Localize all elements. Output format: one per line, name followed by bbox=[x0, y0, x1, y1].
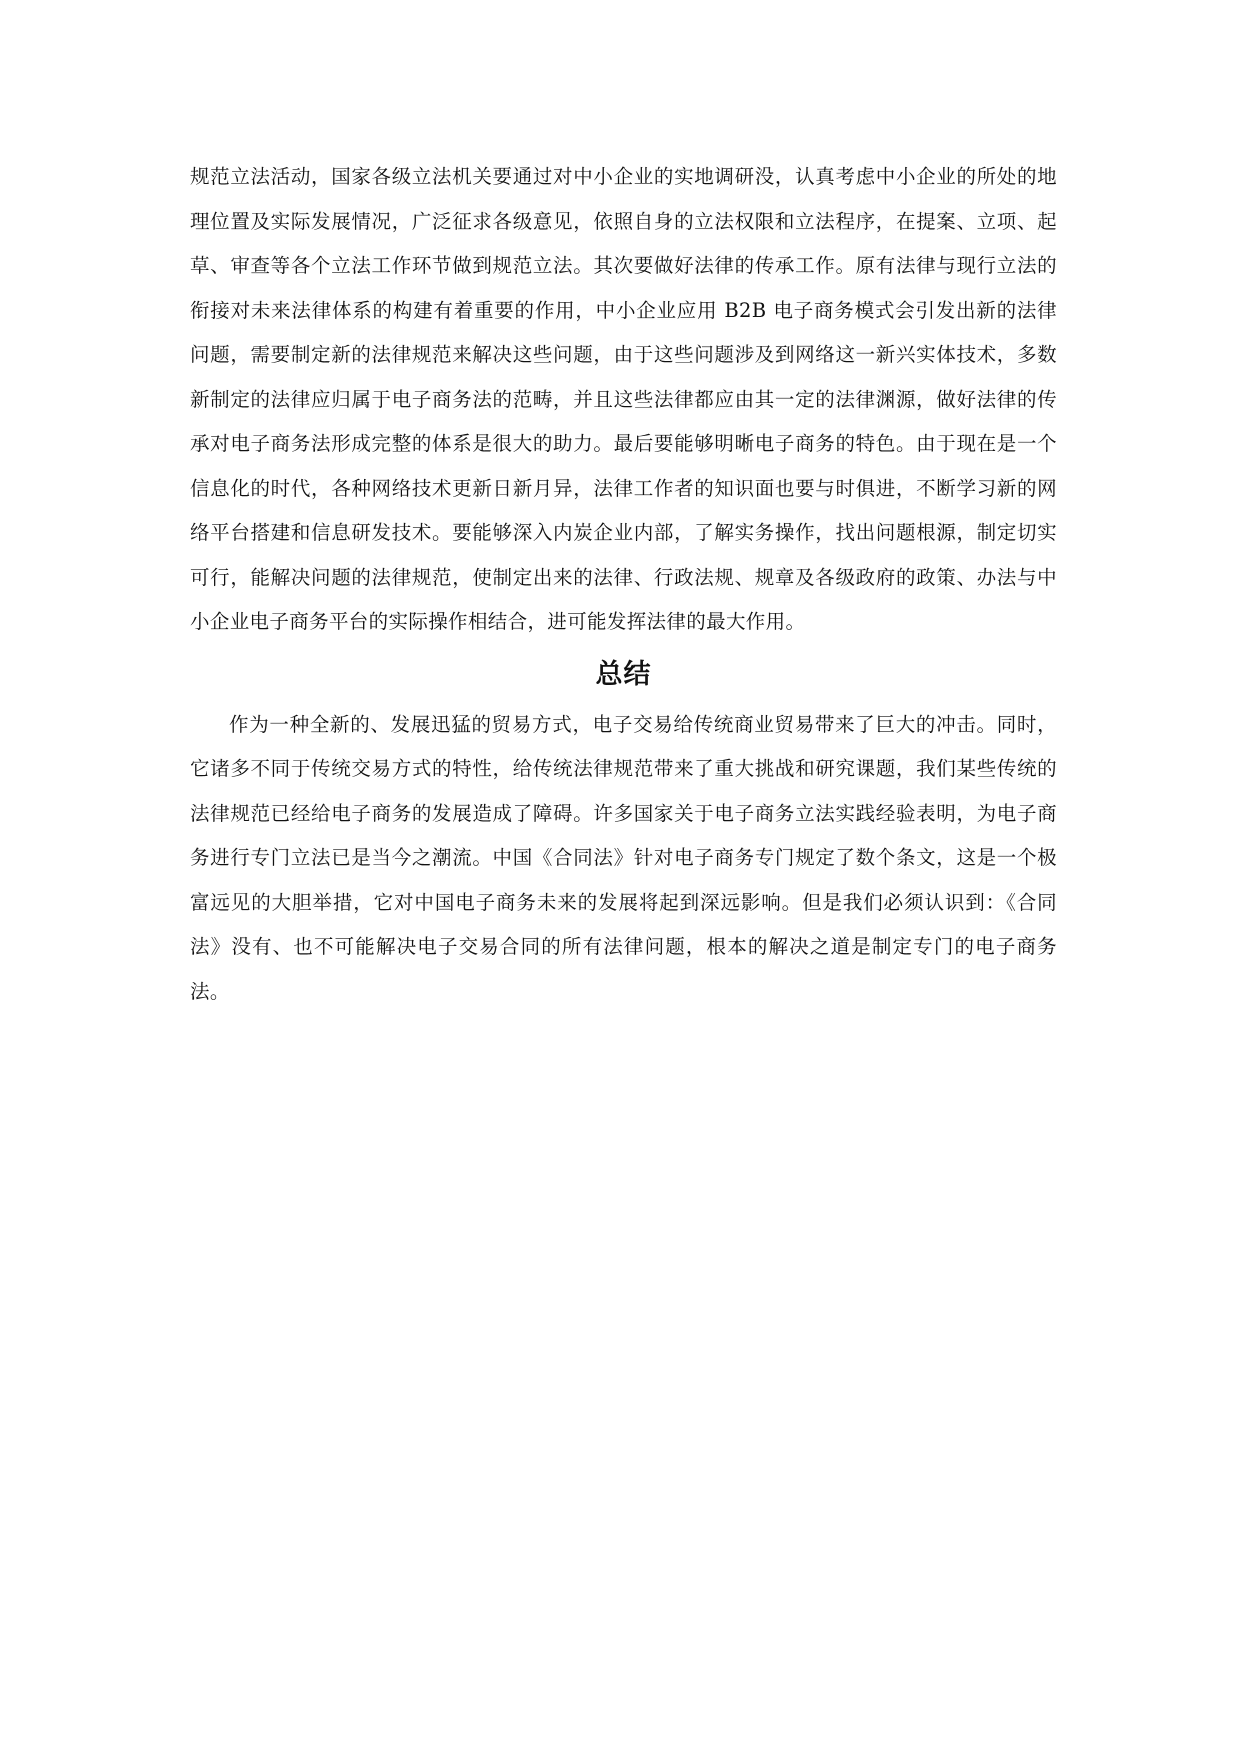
body-paragraph-summary: 作为一种全新的、发展迅猛的贸易方式，电子交易给传统商业贸易带来了巨大的冲击。同时，它诸多不同于传统交易方式的特性，给传统法律规范带来了重大挑战和研究课题，我们某些传统的法律规范已经给电子商务的发展造成了障碍。许多国家关于电子商务立法实践经验表明，为电子商务进行专门立法已是当今之潮流。中国《合同法》针对电子商务专门规定了数个条文，这是一个极富远见的大胆举措，它对中国电子商务未来的发展将起到深远影响。但是我们必须认识到：《合同法》没有、也不可能解决电子交易合同的所有法律问题，根本的解决之道是制定专门的电子商务法。 bbox=[190, 712, 1057, 1003]
section-heading-summary: 总结 bbox=[595, 658, 652, 690]
document-body bbox=[190, 155, 1057, 1014]
body-paragraph-legislation: 规范立法活动，国家各级立法机关要通过对中小企业的实地调研没，认真考虑中小企业的所处的地理位置及实际发展情况，广泛征求各级意见，依照自身的立法权限和立法程序，在提案、立项、起草、审查等各个立法工作环节做到规范立法。其次要做好法律的传承工作。原有法律与现行立法的衔接对未来法律体系的构建有着重要的作用，中小企业应用 B2B 电子商务模式会引发出新的法律问题，需要制定新的法律规范来解决这些问题，由于这些问题涉及到网络这一新兴实体技术，多数新制定的法律应归属于电子商务法的范畴，并且这些法律都应由其一定的法律渊源，做好法律的传承对电子商务法形成完整的体系是很大的助力。最后要能够明晰电子商务的特色。由于现在是一个信息化的时代，各种网络技术更新日新月异，法律工作者的知识面也要与时俱进，不断学习新的网络平台搭建和信息研发技术。要能够深入内炭企业内部，了解实务操作，找出问题根源，制定切实可行，能解决问题的法律规范，使制定出来的法律、行政法规、规章及各级政府的政策、办法与中小企业电子商务平台的实际操作相结合，进可能发挥法律的最大作用。 bbox=[190, 165, 1057, 633]
